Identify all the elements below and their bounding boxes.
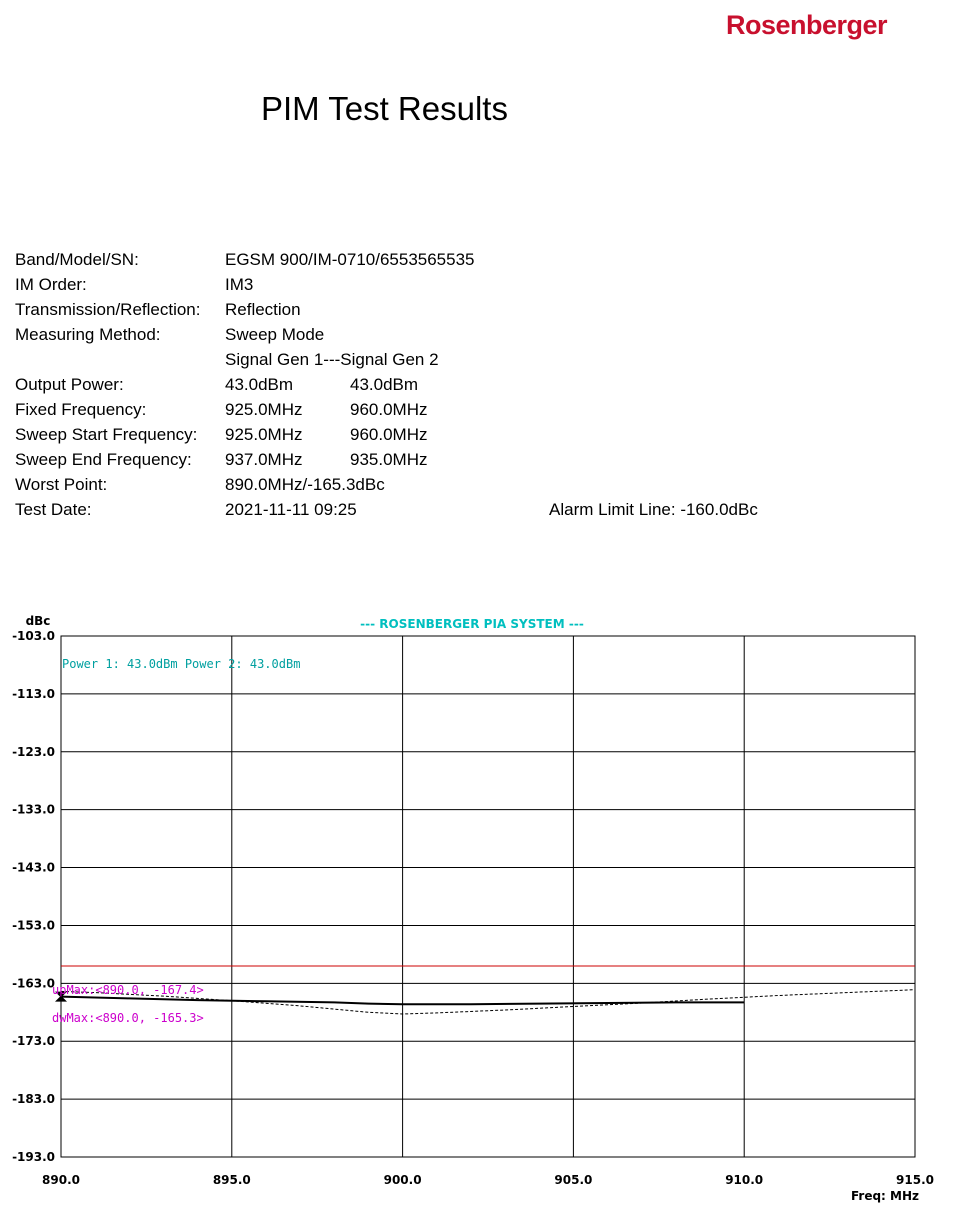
y-tick-label: -143.0 [12,860,55,875]
sweep-start-gen-2: 960.0MHz [350,425,428,444]
sweep-start-label: Sweep Start Frequency: [15,425,198,444]
y-tick-label: -173.0 [12,1034,55,1049]
power-label: Output Power: [15,375,124,394]
y-tick-label: -123.0 [12,744,55,759]
alarm-limit-text: Alarm Limit Line: -160.0dBc [549,500,758,519]
sweep-end-gen-1: 937.0MHz [225,450,303,469]
sweep-end-gen-2: 935.0MHz [350,450,428,469]
sweep-start-gen-1: 925.0MHz [225,425,303,444]
im-order-label: IM Order: [15,275,87,294]
y-tick-label: -193.0 [12,1150,55,1164]
test-date-label: Test Date: [15,500,92,519]
fixed-gen-1: 925.0MHz [225,400,303,419]
y-axis-label: dBc [25,614,51,628]
marker-label-dwmax: dwMax:<890.0, -165.3> [52,1011,204,1025]
y-tick-label: -183.0 [12,1092,55,1107]
y-tick-label: -153.0 [12,918,55,933]
marker-label-upmax: upMax:<890.0, -167.4> [52,983,204,997]
y-tick-label: -163.0 [12,976,55,991]
y-tick-label: -103.0 [12,629,55,643]
worst-point-value: 890.0MHz/-165.3dBc [225,475,385,494]
y-tick-label: -133.0 [12,802,55,817]
power-gen-2: 43.0dBm [350,375,419,394]
x-tick-label: 910.0 [725,1173,764,1187]
plot-frame [61,636,915,1157]
trans-refl-value: Reflection [225,300,301,319]
chart-title: --- ROSENBERGER PIA SYSTEM --- [360,617,584,631]
band-value: EGSM 900/IM-0710/6553565535 [225,250,475,269]
method-label: Measuring Method: [15,325,161,344]
x-axis-label: Freq: MHz [850,1189,919,1203]
x-tick-label: 900.0 [383,1173,422,1187]
signal-gen-header: Signal Gen 1---Signal Gen 2 [225,350,439,369]
fixed-label: Fixed Frequency: [15,400,147,419]
x-tick-label: 905.0 [554,1173,593,1187]
sweep-end-label: Sweep End Frequency: [15,450,192,469]
method-value: Sweep Mode [225,325,325,344]
x-tick-label: 890.0 [42,1173,80,1187]
brand-logo: Rosenberger [726,10,888,40]
y-tick-label: -113.0 [12,686,55,701]
x-tick-label: 915.0 [896,1173,934,1187]
trans-refl-label: Transmission/Reflection: [15,300,201,319]
pim-chart [0,605,956,1205]
worst-point-label: Worst Point: [15,475,108,494]
test-date-value: 2021-11-11 09:25 [225,500,357,519]
power-gen-1: 43.0dBm [225,375,294,394]
fixed-gen-2: 960.0MHz [350,400,428,419]
x-tick-label: 895.0 [212,1173,251,1187]
im-order-value: IM3 [225,275,254,294]
band-label: Band/Model/SN: [15,250,139,269]
page-title: PIM Test Results [261,90,508,127]
power-note: Power 1: 43.0dBm Power 2: 43.0dBm [62,657,301,671]
